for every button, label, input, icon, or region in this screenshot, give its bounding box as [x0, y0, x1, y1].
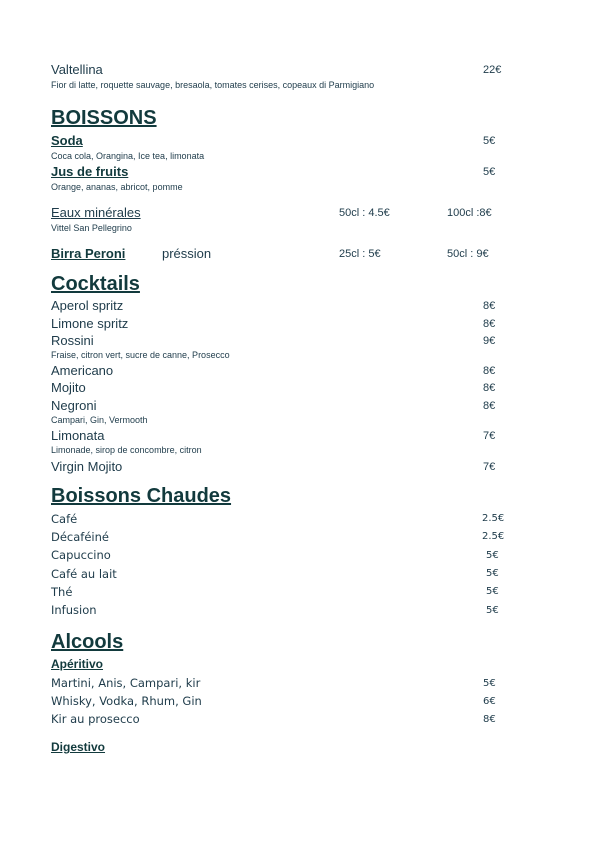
item-price: 8€: [483, 714, 496, 725]
item-price: 7€: [483, 430, 496, 442]
item-name: Café: [51, 512, 78, 526]
item-name-jus: Jus de fruits: [51, 164, 129, 179]
item-name: Kir au prosecco: [51, 712, 140, 726]
item-price: 2.5€: [482, 531, 505, 542]
item-name: Aperol spritz: [51, 298, 124, 313]
item-price: 5€: [486, 550, 499, 561]
item-price: 9€: [483, 335, 496, 347]
item-price: 8€: [483, 365, 496, 377]
item-name: Capuccino: [51, 548, 111, 562]
item-price: 6€: [483, 696, 496, 707]
section-title-cocktails: Cocktails: [51, 273, 140, 295]
item-desc: Fraise, citron vert, sucre de canne, Prosecco: [51, 350, 230, 360]
item-price-eaux-50cl: 50cl : 4.5€: [339, 207, 390, 219]
item-price: 7€: [483, 461, 496, 473]
item-price-valtellina: 22€: [483, 64, 502, 76]
item-price: 8€: [483, 400, 496, 412]
item-desc: Limonade, sirop de concombre, citron: [51, 445, 202, 455]
item-price: 5€: [486, 568, 499, 579]
item-name-eaux: Eaux minérales: [51, 205, 141, 220]
item-price-eaux-100cl: 100cl :8€: [447, 207, 492, 219]
item-desc: Campari, Gin, Vermooth: [51, 415, 148, 425]
item-name: Negroni: [51, 398, 97, 413]
item-price: 5€: [486, 605, 499, 616]
item-desc-valtellina: Fior di latte, roquette sauvage, bresaola, tomates cerises, copeaux di Parmigiano: [51, 80, 375, 90]
item-name: Décaféiné: [51, 530, 109, 544]
item-name: Thé: [51, 585, 73, 599]
item-name: Limonata: [51, 428, 105, 443]
item-price: 8€: [483, 382, 496, 394]
item-price: 2.5€: [482, 513, 505, 524]
item-price-birra-50cl: 50cl : 9€: [447, 248, 489, 260]
section-title-boissons: BOISSONS: [51, 107, 157, 129]
item-type-birra: préssion: [162, 246, 212, 261]
item-price: 5€: [483, 678, 496, 689]
item-name-valtellina: Valtellina: [51, 62, 103, 77]
item-name: Virgin Mojito: [51, 459, 123, 474]
item-name: Café au lait: [51, 567, 117, 581]
section-title-alcools: Alcools: [51, 631, 124, 653]
item-name-birra: Birra Peroni: [51, 246, 126, 261]
item-desc-jus: Orange, ananas, abricot, pomme: [51, 182, 183, 192]
item-price-jus: 5€: [483, 166, 496, 178]
item-price-birra-25cl: 25cl : 5€: [339, 248, 381, 260]
item-price: 5€: [486, 586, 499, 597]
subsection-title-digestivo: Digestivo: [51, 740, 106, 754]
item-name: Americano: [51, 363, 114, 378]
item-price: 8€: [483, 300, 496, 312]
item-desc-soda: Coca cola, Orangina, Ice tea, limonata: [51, 151, 205, 161]
item-name: Limone spritz: [51, 316, 129, 331]
item-name-soda: Soda: [51, 133, 83, 148]
item-name: Infusion: [51, 603, 97, 617]
item-desc-eaux: Vittel San Pellegrino: [51, 223, 132, 233]
item-price-soda: 5€: [483, 135, 496, 147]
item-name: Martini, Anis, Campari, kir: [51, 676, 201, 690]
item-price: 8€: [483, 318, 496, 330]
item-name: Rossini: [51, 333, 94, 348]
item-name: Whisky, Vodka, Rhum, Gin: [51, 694, 202, 708]
subsection-title-aperitivo: Apéritivo: [51, 657, 104, 671]
section-title-chaudes: Boissons Chaudes: [51, 485, 232, 507]
item-name: Mojito: [51, 380, 86, 395]
